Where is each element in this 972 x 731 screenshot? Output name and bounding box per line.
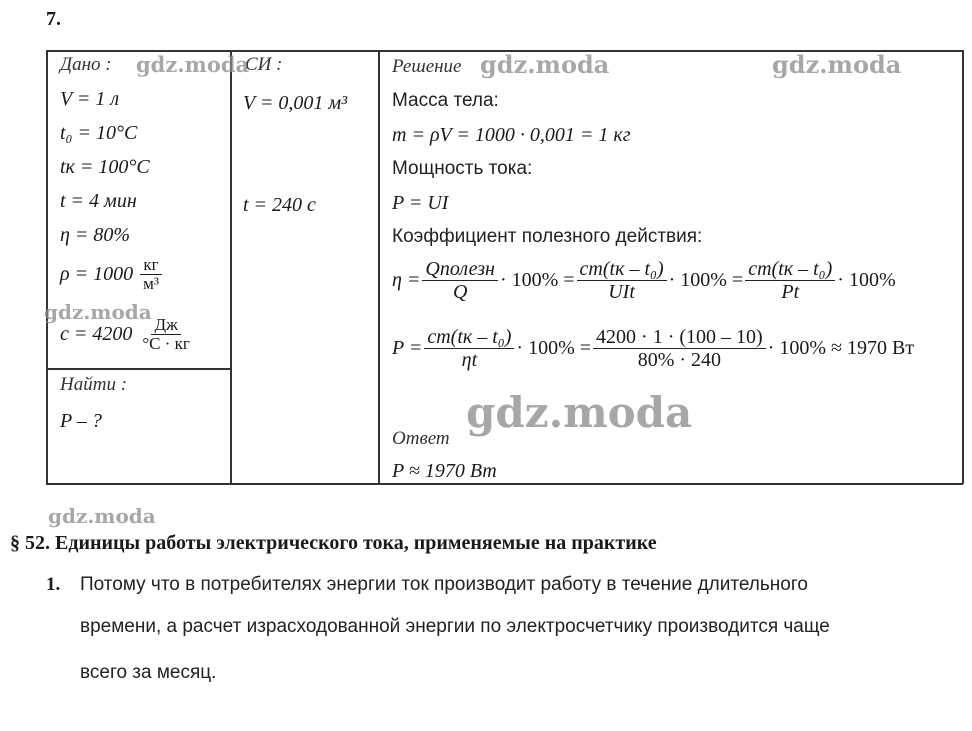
given-label: Дано : (60, 54, 112, 75)
item-text-line: времени, а расчет израсходованной энергии по электросчетчику производится чаще (80, 616, 830, 637)
problem-number: 7. (46, 8, 61, 30)
answer-label: Ответ (392, 428, 450, 449)
given-line: t₀ = 10°C (60, 122, 138, 144)
fraction-denominator: Q (452, 281, 468, 303)
watermark: gdz.moda (48, 504, 156, 528)
section-title: § 52. Единицы работы электрического тока, применяемые на практике (10, 532, 657, 554)
fraction-numerator: Qполезн (422, 258, 498, 281)
given-line: V = 1 л (60, 88, 120, 110)
watermark: gdz.moda (466, 388, 693, 437)
fraction-tail: · 100% = (516, 337, 592, 359)
watermark: gdz.moda (772, 50, 902, 79)
heat-capacity-unit-num: Дж (151, 316, 180, 335)
power-lhs: P = (392, 337, 423, 359)
fraction-numerator: cm(tк – t₀) (745, 258, 835, 281)
fraction-numerator: 4200 · 1 · (100 – 10) (593, 326, 766, 349)
fraction-tail: · 100% = (668, 269, 744, 291)
mass-formula: m = ρV = 1000 · 0,001 = 1 кг (392, 124, 631, 146)
heat-capacity-value: c = 4200 (60, 323, 133, 345)
given-line: tк = 100°C (60, 156, 150, 178)
fraction-denominator: UIt (608, 281, 635, 303)
given-line: η = 80% (60, 224, 131, 246)
fraction-numerator: cm(tк – t₀) (577, 258, 667, 281)
fraction-numerator: cm(tк – t₀) (424, 326, 514, 349)
given-density (60, 256, 164, 293)
power-label: Мощность тока: (392, 158, 533, 179)
density-unit-den: м³ (143, 274, 159, 293)
watermark: gdz.moda (480, 50, 610, 79)
efficiency-formula (392, 258, 896, 303)
item-text-line: Потому что в потребителях энергии ток производит работу в течение длительного (80, 574, 808, 595)
density-value: ρ = 1000 (60, 263, 134, 285)
watermark: gdz.moda (44, 300, 152, 324)
fraction-tail: · 100% = (499, 269, 575, 291)
si-label: СИ : (245, 54, 283, 75)
density-unit-num: кг (140, 256, 161, 275)
si-time: t = 240 с (243, 194, 316, 216)
find-label: Найти : (60, 374, 128, 395)
power-result: · 100% ≈ 1970 Вт (767, 337, 915, 359)
power-formula: P = UI (392, 192, 449, 214)
item-text-line: всего за месяц. (80, 662, 217, 683)
solution-label: Решение (392, 56, 462, 77)
fraction-tail: · 100% (837, 269, 896, 291)
watermark: gdz.moda (136, 52, 250, 77)
si-volume: V = 0,001 м³ (243, 92, 348, 114)
power-calculation (392, 326, 914, 371)
item-number: 1. (46, 574, 61, 595)
fraction-denominator: Pt (781, 281, 800, 303)
fraction-denominator: ηt (461, 349, 478, 371)
mass-label: Масса тела: (392, 90, 499, 111)
heat-capacity-unit-den: °C · кг (142, 334, 190, 353)
efficiency-label: Коэффициент полезного действия: (392, 226, 703, 247)
given-line: t = 4 мин (60, 190, 137, 212)
eta-lhs: η = (392, 269, 421, 291)
answer-value: P ≈ 1970 Вт (392, 460, 497, 482)
fraction-denominator: 80% · 240 (637, 349, 722, 371)
find-value: P – ? (60, 410, 102, 432)
